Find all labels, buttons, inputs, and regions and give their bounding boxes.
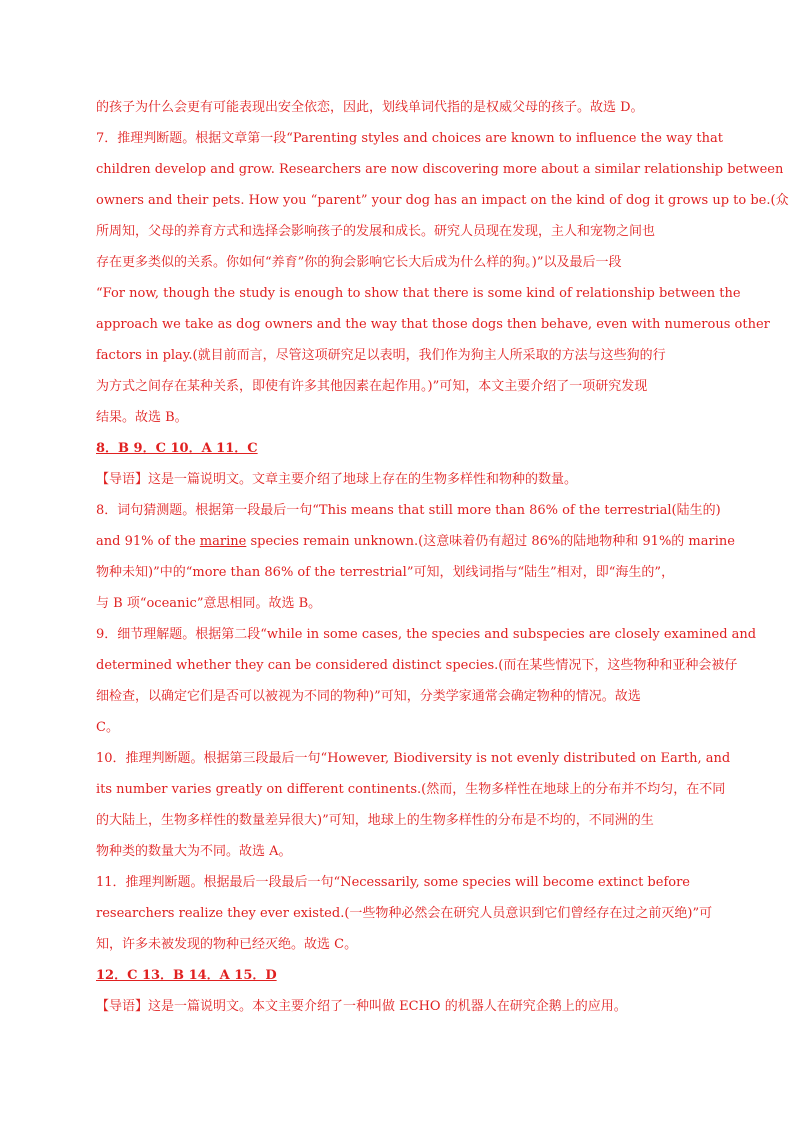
text-line: 存在更多类似的关系。你如何“养育”你的狗会影响它长大后成为什么样的狗。)”以及最后一段 bbox=[96, 255, 622, 270]
text-line: 物种类的数量大为不同。故选 A。 bbox=[96, 844, 292, 859]
answer-explanation-page bbox=[96, 92, 789, 1022]
answer-key-heading: 12．C 13．B 14．A 15．D bbox=[96, 968, 277, 983]
intro-line: 【导语】这是一篇说明文。文章主要介绍了地球上存在的生物多样性和物种的数量。 bbox=[96, 472, 578, 487]
text-line: 与 B 项“oceanic”意思相同。故选 B。 bbox=[96, 596, 322, 611]
text-line: 7．推理判断题。根据文章第一段“Parenting styles and choices are known to influence the way that bbox=[96, 131, 723, 146]
text-line: children develop and grow. Researchers are now discovering more about a similar relationship between bbox=[96, 162, 784, 177]
text-line: owners and their pets. How you “parent” your dog has an impact on the kind of dog it grows up to be.(众 bbox=[96, 193, 789, 208]
text-line: C。 bbox=[96, 720, 119, 735]
text-line: 的孩子为什么会更有可能表现出安全依恋，因此，划线单词代指的是权威父母的孩子。故选 D。 bbox=[96, 100, 644, 115]
intro-line: 【导语】这是一篇说明文。本文主要介绍了一种叫做 ECHO 的机器人在研究企鹅上的应用。 bbox=[96, 999, 627, 1014]
text-segment: species remain unknown.(这意味着仍有超过 86%的陆地物种和 91%的 marine bbox=[246, 534, 735, 549]
text-line: 为方式之间存在某种关系，即使有许多其他因素在起作用。)”可知，本文主要介绍了一项研究发现 bbox=[96, 379, 648, 394]
text-line bbox=[96, 526, 735, 557]
text-line: 11．推理判断题。根据最后一段最后一句“Necessarily, some species will become extinct before bbox=[96, 875, 690, 890]
text-segment: and 91% of the bbox=[96, 534, 200, 549]
text-line: 结果。故选 B。 bbox=[96, 410, 188, 425]
answer-key-heading: 8．B 9．C 10．A 11．C bbox=[96, 441, 258, 456]
text-line: approach we take as dog owners and the way that those dogs then behave, even with numerous other bbox=[96, 317, 770, 332]
text-line: 物种未知)”中的“more than 86% of the terrestrial”可知，划线词指与“陆生”相对，即“海生的”， bbox=[96, 565, 675, 580]
text-line: 细检查，以确定它们是否可以被视为不同的物种)”可知，分类学家通常会确定物种的情况。故选 bbox=[96, 689, 641, 704]
text-line: 的大陆上，生物多样性的数量差异很大)”可知，地球上的生物多样性的分布是不均的，不同洲的生 bbox=[96, 813, 654, 828]
text-line: factors in play.(就目前而言，尽管这项研究足以表明，我们作为狗主人所采取的方法与这些狗的行 bbox=[96, 348, 666, 363]
text-line: 知，许多未被发现的物种已经灭绝。故选 C。 bbox=[96, 937, 358, 952]
text-line: its number varies greatly on different continents.(然而，生物多样性在地球上的分布并不均匀，在不同 bbox=[96, 782, 726, 797]
text-line: 10．推理判断题。根据第三段最后一句“However, Biodiversity is not evenly distributed on Earth, and bbox=[96, 751, 731, 766]
text-line: 9．细节理解题。根据第二段“while in some cases, the species and subspecies are closely examined and bbox=[96, 627, 757, 642]
underlined-word: marine bbox=[199, 534, 247, 549]
text-line: 8．词句猜测题。根据第一段最后一句“This means that still more than 86% of the terrestrial(陆生的) bbox=[96, 503, 721, 518]
text-line: determined whether they can be considered distinct species.(而在某些情况下，这些物种和亚种会被仔 bbox=[96, 658, 738, 673]
text-line: 所周知，父母的养育方式和选择会影响孩子的发展和成长。研究人员现在发现，主人和宠物之间也 bbox=[96, 224, 656, 239]
text-line: researchers realize they ever existed.(一些物种必然会在研究人员意识到它们曾经存在过之前灭绝)”可 bbox=[96, 906, 713, 921]
text-line: “For now, though the study is enough to show that there is some kind of relationship between the bbox=[96, 286, 741, 301]
